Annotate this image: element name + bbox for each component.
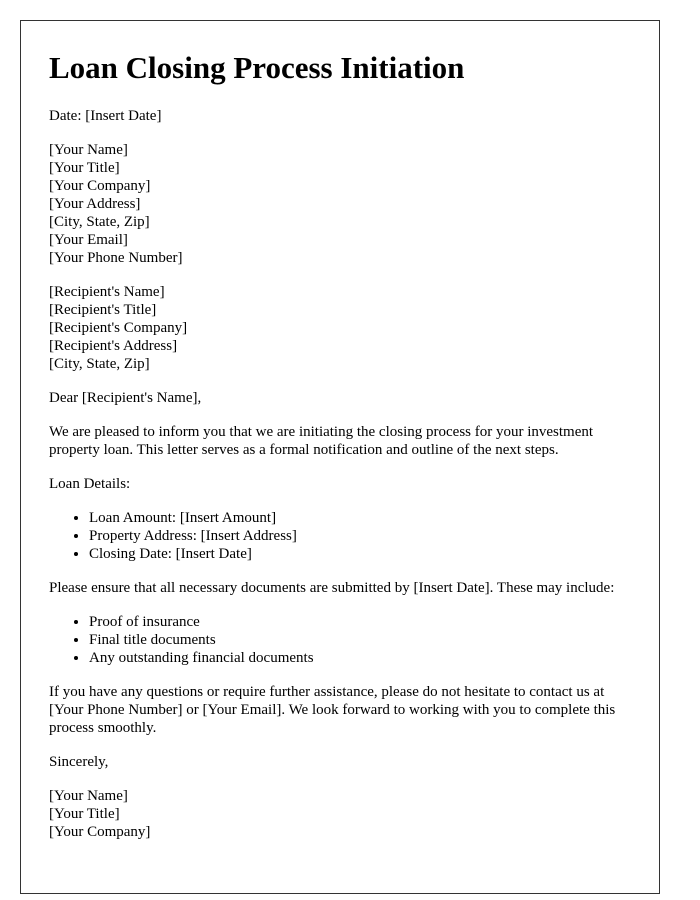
recipient-city-state-zip: [City, State, Zip]: [49, 356, 150, 372]
sender-block: [49, 141, 631, 267]
documents-intro: Please ensure that all necessary documents are submitted by [Insert Date]. These may include:: [49, 580, 615, 596]
sender-name: [Your Name]: [49, 142, 128, 158]
date-line: Date: [Insert Date]: [49, 108, 162, 124]
signature-block: [49, 787, 631, 841]
recipient-address: [Recipient's Address]: [49, 338, 178, 354]
recipient-company: [Recipient's Company]: [49, 320, 188, 336]
list-item: • Any outstanding financial documents: [89, 649, 631, 667]
loan-details-heading: Loan Details:: [49, 476, 131, 492]
sender-company: [Your Company]: [49, 178, 151, 194]
salutation: Dear [Recipient's Name],: [49, 390, 202, 406]
letter-title: Loan Closing Process Initiation: [49, 50, 465, 85]
intro-paragraph: We are pleased to inform you that we are initiating the closing process for your investment property loan. This letter serves as a formal notification and outline of the next steps.: [49, 424, 594, 458]
loan-details-list: [49, 509, 631, 563]
documents-list: [49, 613, 631, 667]
sender-email: [Your Email]: [49, 232, 128, 248]
recipient-title: [Recipient's Title]: [49, 302, 157, 318]
sender-phone: [Your Phone Number]: [49, 250, 183, 266]
closing-paragraph: If you have any questions or require further assistance, please do not hesitate to contact us at [Your Phone Number] or [Your Email]. We look forward to working with you to complete this process smoothly.: [49, 684, 616, 736]
list-item: • Property Address: [Insert Address]: [89, 527, 631, 545]
list-item: • Final title documents: [89, 631, 631, 649]
list-item: • Closing Date: [Insert Date]: [89, 545, 631, 563]
recipient-name: [Recipient's Name]: [49, 284, 165, 300]
sign-off: Sincerely,: [49, 754, 109, 770]
list-item: • Proof of insurance: [89, 613, 631, 631]
recipient-block: [49, 283, 631, 373]
sender-title: [Your Title]: [49, 160, 120, 176]
letter-document: [20, 20, 660, 894]
signature-name: [Your Name]: [49, 788, 128, 804]
sender-address: [Your Address]: [49, 196, 141, 212]
list-item: • Loan Amount: [Insert Amount]: [89, 509, 631, 527]
signature-title: [Your Title]: [49, 806, 120, 822]
sender-city-state-zip: [City, State, Zip]: [49, 214, 150, 230]
signature-company: [Your Company]: [49, 824, 151, 840]
